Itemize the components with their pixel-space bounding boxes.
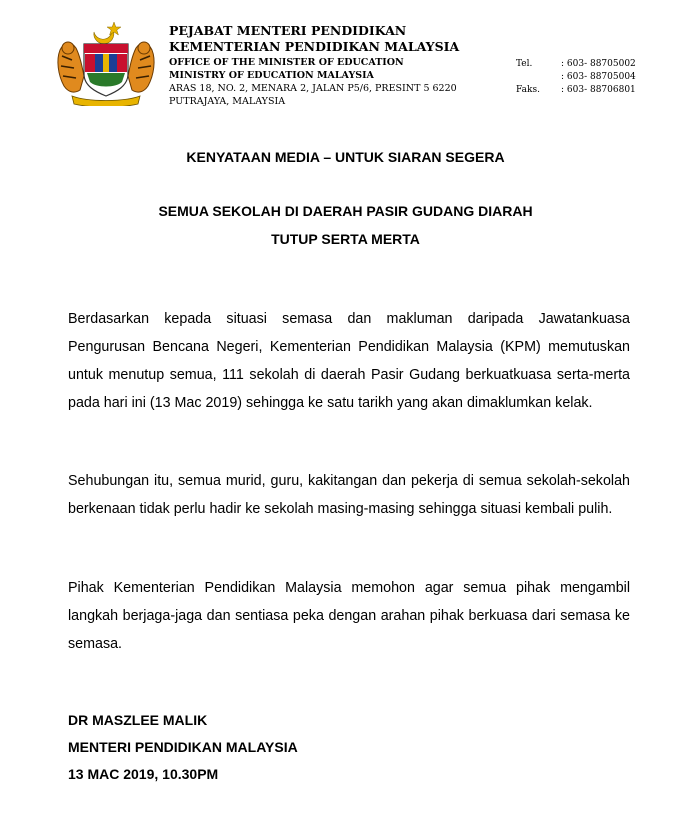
- tel-number-2: : 603- 88705004: [561, 72, 636, 82]
- signatory-title: MENTERI PENDIDIKAN MALAYSIA: [68, 739, 298, 755]
- statement-type: KENYATAAN MEDIA – UNTUK SIARAN SEGERA: [186, 149, 505, 165]
- fax-label: Faks.: [516, 85, 540, 95]
- address-line-2: PUTRAJAYA, MALAYSIA: [169, 96, 286, 107]
- statement-datetime: 13 MAC 2019, 10.30PM: [68, 766, 219, 782]
- malaysia-coat-of-arms-icon: [54, 20, 158, 106]
- paragraph-3: Pihak Kementerian Pendidikan Malaysia memohon agar semua pihak mengambil langkah berjaga-jaga dan sentiasa peka dengan arahan pihak berkuasa dari semasa ke semasa.: [68, 580, 630, 652]
- headline-line-1: SEMUA SEKOLAH DI DAERAH PASIR GUDANG DIARAH: [158, 203, 533, 219]
- paragraph-2: Sehubungan itu, semua murid, guru, kakitangan dan pekerja di semua sekolah-sekolah berkenaan tidak perlu hadir ke sekolah masing-masing sehingga situasi kembali pulih.: [68, 473, 630, 517]
- ministry-name-malay: KEMENTERIAN PENDIDIKAN MALAYSIA: [169, 39, 460, 54]
- fax-number: : 603- 88706801: [561, 85, 636, 95]
- tel-number-1: : 603- 88705002: [561, 59, 636, 69]
- address-line-1: ARAS 18, NO. 2, MENARA 2, JALAN P5/6, PRESINT 5 6220: [169, 83, 457, 94]
- office-name-malay: PEJABAT MENTERI PENDIDIKAN: [169, 23, 407, 38]
- tel-label: Tel.: [516, 59, 533, 69]
- office-name-english: OFFICE OF THE MINISTER OF EDUCATION: [169, 57, 404, 68]
- signatory-name: DR MASZLEE MALIK: [68, 712, 208, 728]
- ministry-name-english: MINISTRY OF EDUCATION MALAYSIA: [169, 70, 374, 81]
- headline-line-2: TUTUP SERTA MERTA: [271, 231, 420, 247]
- paragraph-1: Berdasarkan kepada situasi semasa dan makluman daripada Jawatankuasa Pengurusan Bencana Negeri, Kementerian Pendidikan Malaysia (KPM) memutuskan untuk menutup semua, 111 sekolah di daerah Pasir Gudang berkuatkuasa serta-merta pada hari ini (13 Mac 2019) sehingga ke satu tarikh yang akan dimaklumkan kelak.: [68, 311, 630, 411]
